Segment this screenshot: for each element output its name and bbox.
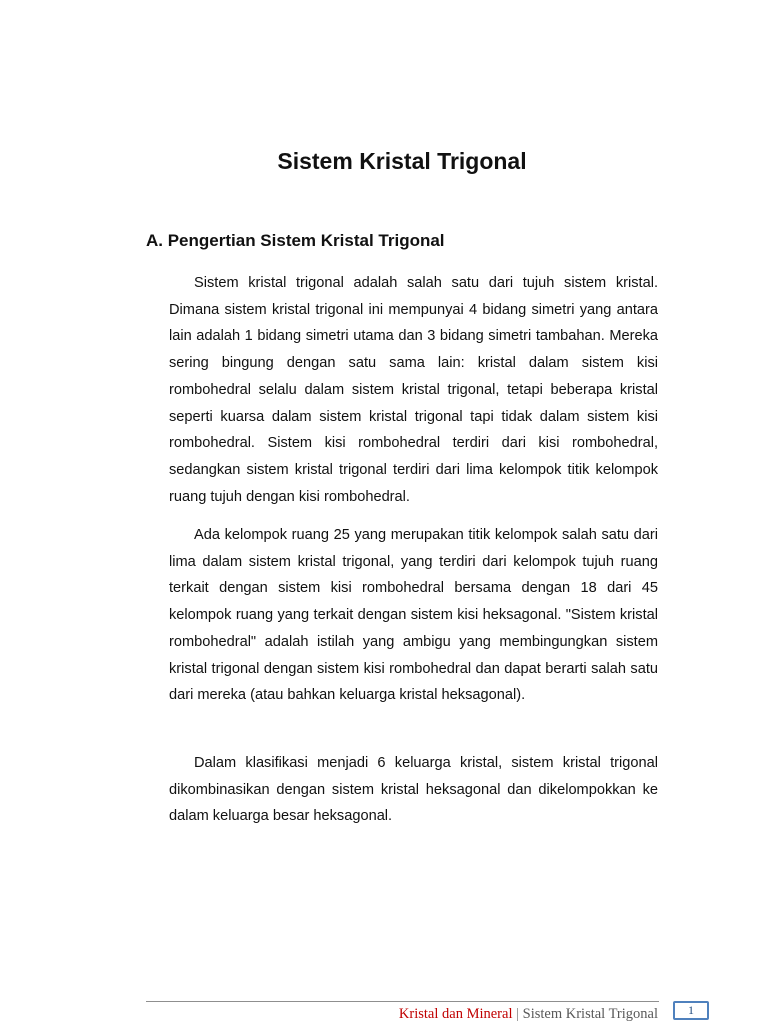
page-number: 1 — [688, 1003, 694, 1017]
footer-chapter-title: Sistem Kristal Trigonal — [522, 1006, 658, 1022]
footer-divider — [146, 1001, 659, 1002]
paragraph-1: Sistem kristal trigonal adalah salah satu dari tujuh sistem kristal. Dimana sistem kristal trigonal ini mempunyai 4 bidang simetri yang antara lain adalah 1 bidang simetri utama dan 3 bidang simetri tambahan. Mereka sering bingung dengan satu sama lain: kristal dalam sistem kisi rombohedral selalu dalam sistem kristal trigonal, tetapi beberapa kristal seperti kuarsa dalam sistem kristal trigonal tapi tidak dalam sistem kisi rombohedral. Sistem kisi rombohedral terdiri dari kisi rombohedral, sedangkan sistem kristal trigonal terdiri dari lima kelompok titik kelompok ruang tujuh dengan kisi rombohedral. — [169, 275, 658, 505]
section-heading: A. Pengertian Sistem Kristal Trigonal — [146, 231, 445, 250]
footer-book-title: Kristal dan Mineral — [398, 1006, 513, 1022]
footer-running-title — [399, 1004, 658, 1024]
page-number-box — [673, 1001, 709, 1020]
page-title: Sistem Kristal Trigonal — [277, 148, 527, 174]
paragraph-2: Ada kelompok ruang 25 yang merupakan titik kelompok salah satu dari lima dalam sistem kristal trigonal, yang terdiri dari kelompok tujuh ruang terkait dengan sistem kisi rombohedral bersama dengan 18 dari 45 kelompok ruang yang terkait dengan sistem kisi heksagonal. "Sistem kristal rombohedral" adalah istilah yang ambigu yang membingungkan sistem kristal trigonal dengan sistem kisi rombohedral dan dapat berarti salah satu dari mereka (atau bahkan keluarga kristal heksagonal). — [169, 527, 658, 704]
footer-separator: | — [516, 1006, 520, 1022]
paragraph-3: Dalam klasifikasi menjadi 6 keluarga kristal, sistem kristal trigonal dikombinasikan dengan sistem kristal heksagonal dan dikelompokkan ke dalam keluarga besar heksagonal. — [169, 755, 658, 825]
